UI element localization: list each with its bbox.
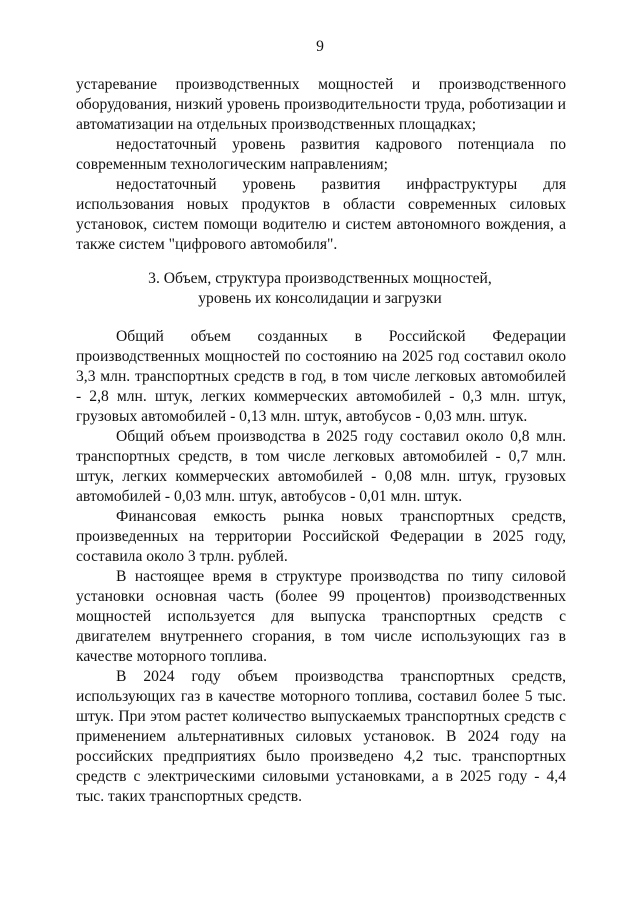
paragraph-production-volume: Общий объем производства в 2025 году составил около 0,8 млн. транспортных средств, в том числе легковых автомобилей - 0,7 млн. штук, легких коммерческих автомобилей - 0,08 млн. штук, грузовых автомобилей - 0,03 млн. штук, автобусов - 0,01 млн. штук. — [76, 428, 566, 505]
paragraph-gas-and-electric: В 2024 году объем производства транспортных средств, использующих газ в качестве моторного топлива, составил более 5 тыс. штук. При этом растет количество выпускаемых транспортных средств с применением альтернативных силовых установок. В 2024 году на российских предприятиях было произведено 4,2 тыс. транспортных средств с электрическими силовыми установками, а в 2025 году - 4,4 тыс. таких транспортных средств. — [76, 668, 566, 805]
paragraph-powertrain-structure: В настоящее время в структуре производства по типу силовой установки основная часть (более 99 процентов) производственных мощностей используется для выпуска транспортных средств с двигателем внутреннего сгорания, в том числе использующих газ в качестве моторного топлива. — [76, 568, 566, 665]
page-number: 9 — [316, 38, 324, 55]
paragraph-equipment-aging: устаревание производственных мощностей и производственного оборудования, низкий уровень производительности труда, роботизации и автоматизации на отдельных производственных площадках; — [76, 76, 566, 133]
top-paragraphs — [76, 75, 566, 255]
paragraph-infrastructure: недостаточный уровень развития инфраструктуры для использования новых продуктов в области современных силовых установок, систем помощи водителю и систем автономного вождения, а также систем "цифрового автомобиля". — [76, 176, 566, 253]
section-heading-line2: уровень их консолидации и загрузки — [198, 290, 442, 307]
paragraph-staff-potential: недостаточный уровень развития кадрового потенциала по современным технологическим направлениям; — [76, 136, 566, 173]
paragraph-market-capacity: Финансовая емкость рынка новых транспортных средств, произведенных на территории Российской Федерации в 2025 году, составила около 3 трлн. рублей. — [76, 508, 566, 565]
section-heading — [60, 269, 580, 309]
main-paragraphs — [76, 327, 566, 807]
section-heading-line1: 3. Объем, структура производственных мощностей, — [148, 270, 492, 287]
paragraph-capacity: Общий объем созданных в Российской Федерации производственных мощностей по состоянию на 2025 год составил около 3,3 млн. транспортных средств в год, в том числе легковых автомобилей - 2,8 млн. штук, легких коммерческих автомобилей - 0,3 млн. штук, грузовых автомобилей - 0,13 млн. штук, автобусов - 0,03 млн. штук. — [76, 328, 566, 425]
